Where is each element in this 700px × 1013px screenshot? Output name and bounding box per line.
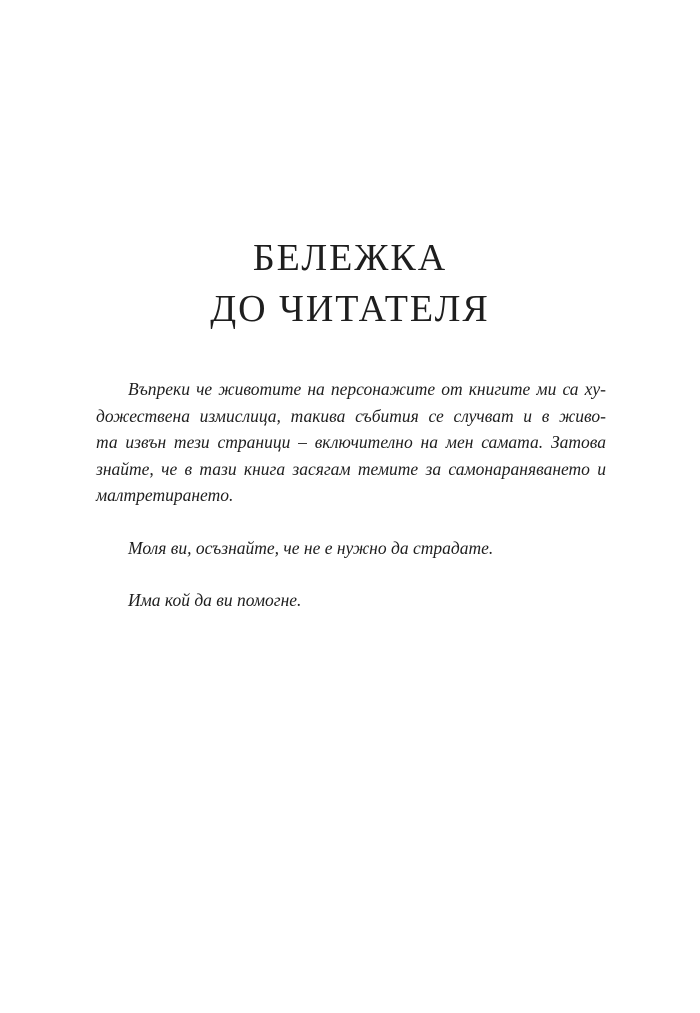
paragraph-3: Има кой да ви помогне. [128,590,302,610]
paragraph-1-line-2: дожествена измислица, такива събития се случват и в живо- [96,405,606,426]
paragraph-1-line-3: та извън тези страници – включително на мен самата. Затова [96,432,606,452]
paragraph-1 [96,376,606,509]
paragraph-2: Моля ви, осъзнайте, че не е нужно да страдате. [128,537,494,558]
title-line-1: БЕЛЕЖКА [252,237,448,279]
paragraph-1-line-5: малтретирането. [96,485,234,505]
title-line-2: ДО ЧИТАТЕЛЯ [210,288,490,330]
paragraph-1-line-4: знайте, че в тази книга засягам темите за самонараняването и [96,458,606,479]
paragraph-1-line-1: Въпреки че животите на персонажите от книгите ми са ху- [128,379,606,399]
page-title [0,233,700,335]
note-body [96,376,606,640]
